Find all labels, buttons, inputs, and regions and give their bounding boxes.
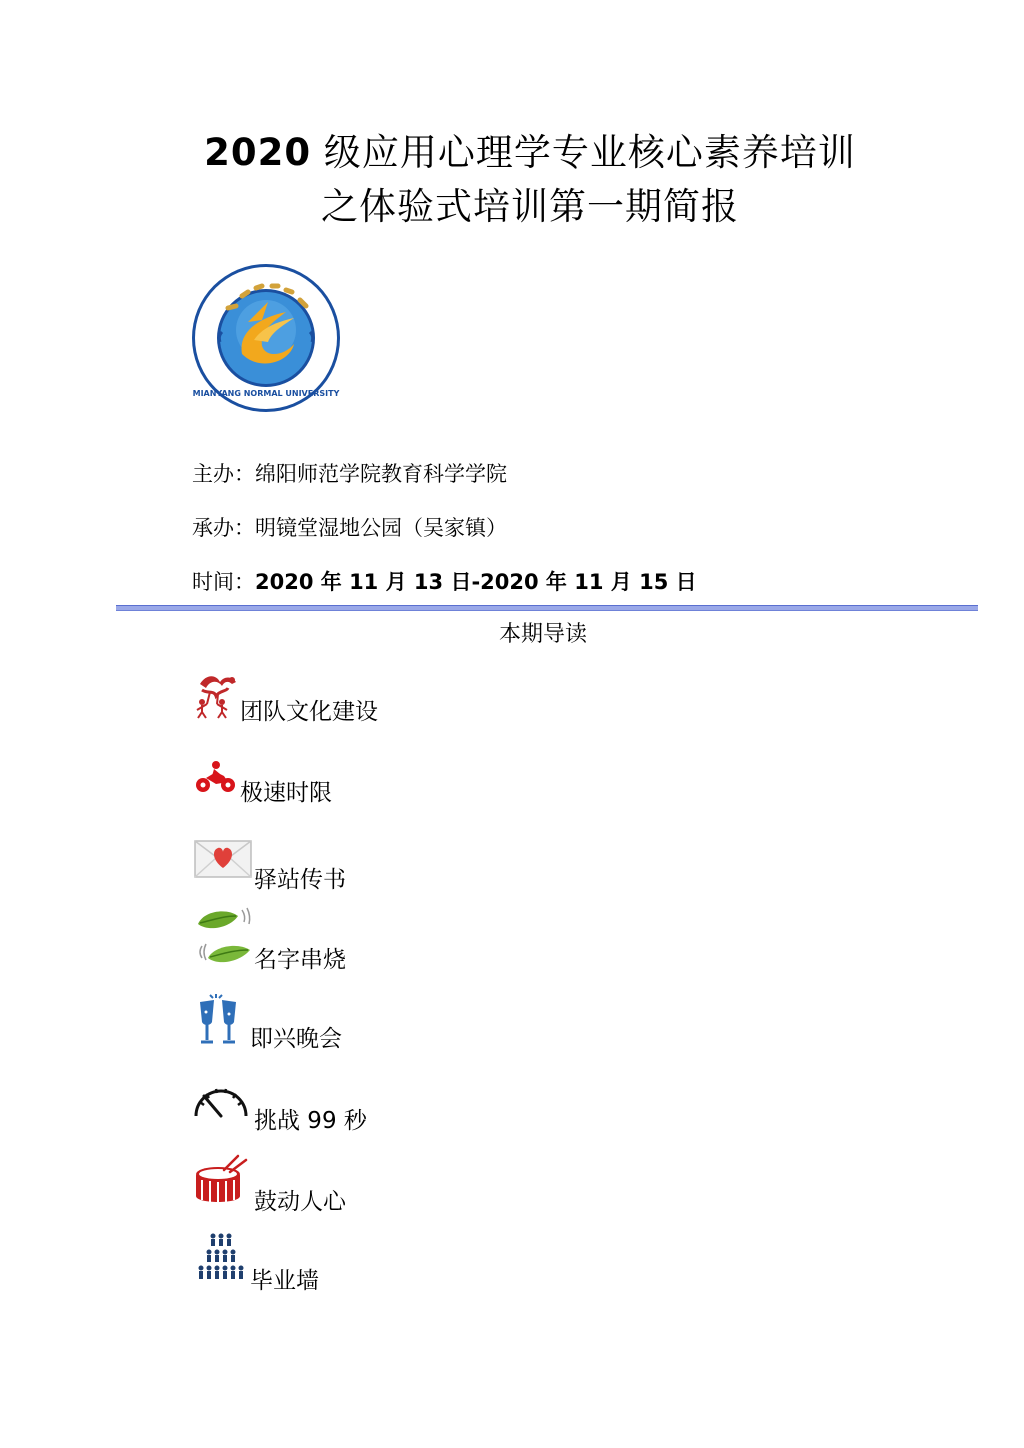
document-title-line1 [0,128,1024,178]
speedometer-icon [192,1082,250,1118]
toc-item-name-skewer: 名字串烧 [254,947,346,973]
time-value: 2020 年 11 月 13 日-2020 年 11 月 15 日 [255,570,697,594]
toc-item-improv-party: 即兴晚会 [250,1026,342,1052]
host-value: 明镜堂湿地公园（吴家镇） [255,516,507,540]
title-year: 2020 [204,131,312,174]
toc-item-drum-hearts: 鼓动人心 [254,1189,346,1215]
host-label: 承办： [192,516,255,540]
svg-text:MIANYANG NORMAL UNIVERSITY: MIANYANG NORMAL UNIVERSITY [192,389,340,398]
motorcycle-icon [194,760,236,794]
university-logo [190,262,342,414]
organizer-line [192,460,507,488]
toc-item-graduation-wall: 毕业墙 [250,1268,319,1294]
time-line [192,568,697,596]
dragon-dance-icon [192,672,238,720]
document-title-line2: 之体验式培训第一期简报 [321,185,739,228]
toast-glasses-icon [196,992,240,1046]
toc-item-challenge-99: 挑战 99 秒 [254,1108,367,1134]
toc-item-team-culture: 团队文化建设 [240,699,378,725]
organizer-label: 主办： [192,462,255,486]
section-divider [116,605,978,611]
title-line1-text: 级应用心理学专业核心素养培训 [311,131,856,174]
toc-item-speed-limit: 极速时限 [240,780,332,806]
time-label: 时间： [192,570,255,594]
drum-icon [194,1154,248,1208]
host-line [192,514,507,542]
heart-envelope-icon [194,838,252,880]
crowd-icon [196,1232,246,1286]
organizer-value: 绵阳师范学院教育科学学院 [255,462,507,486]
leaves-icon [194,906,252,968]
toc-heading: 本期导读 [498,622,587,647]
toc-item-relay-letters: 驿站传书 [254,867,346,893]
